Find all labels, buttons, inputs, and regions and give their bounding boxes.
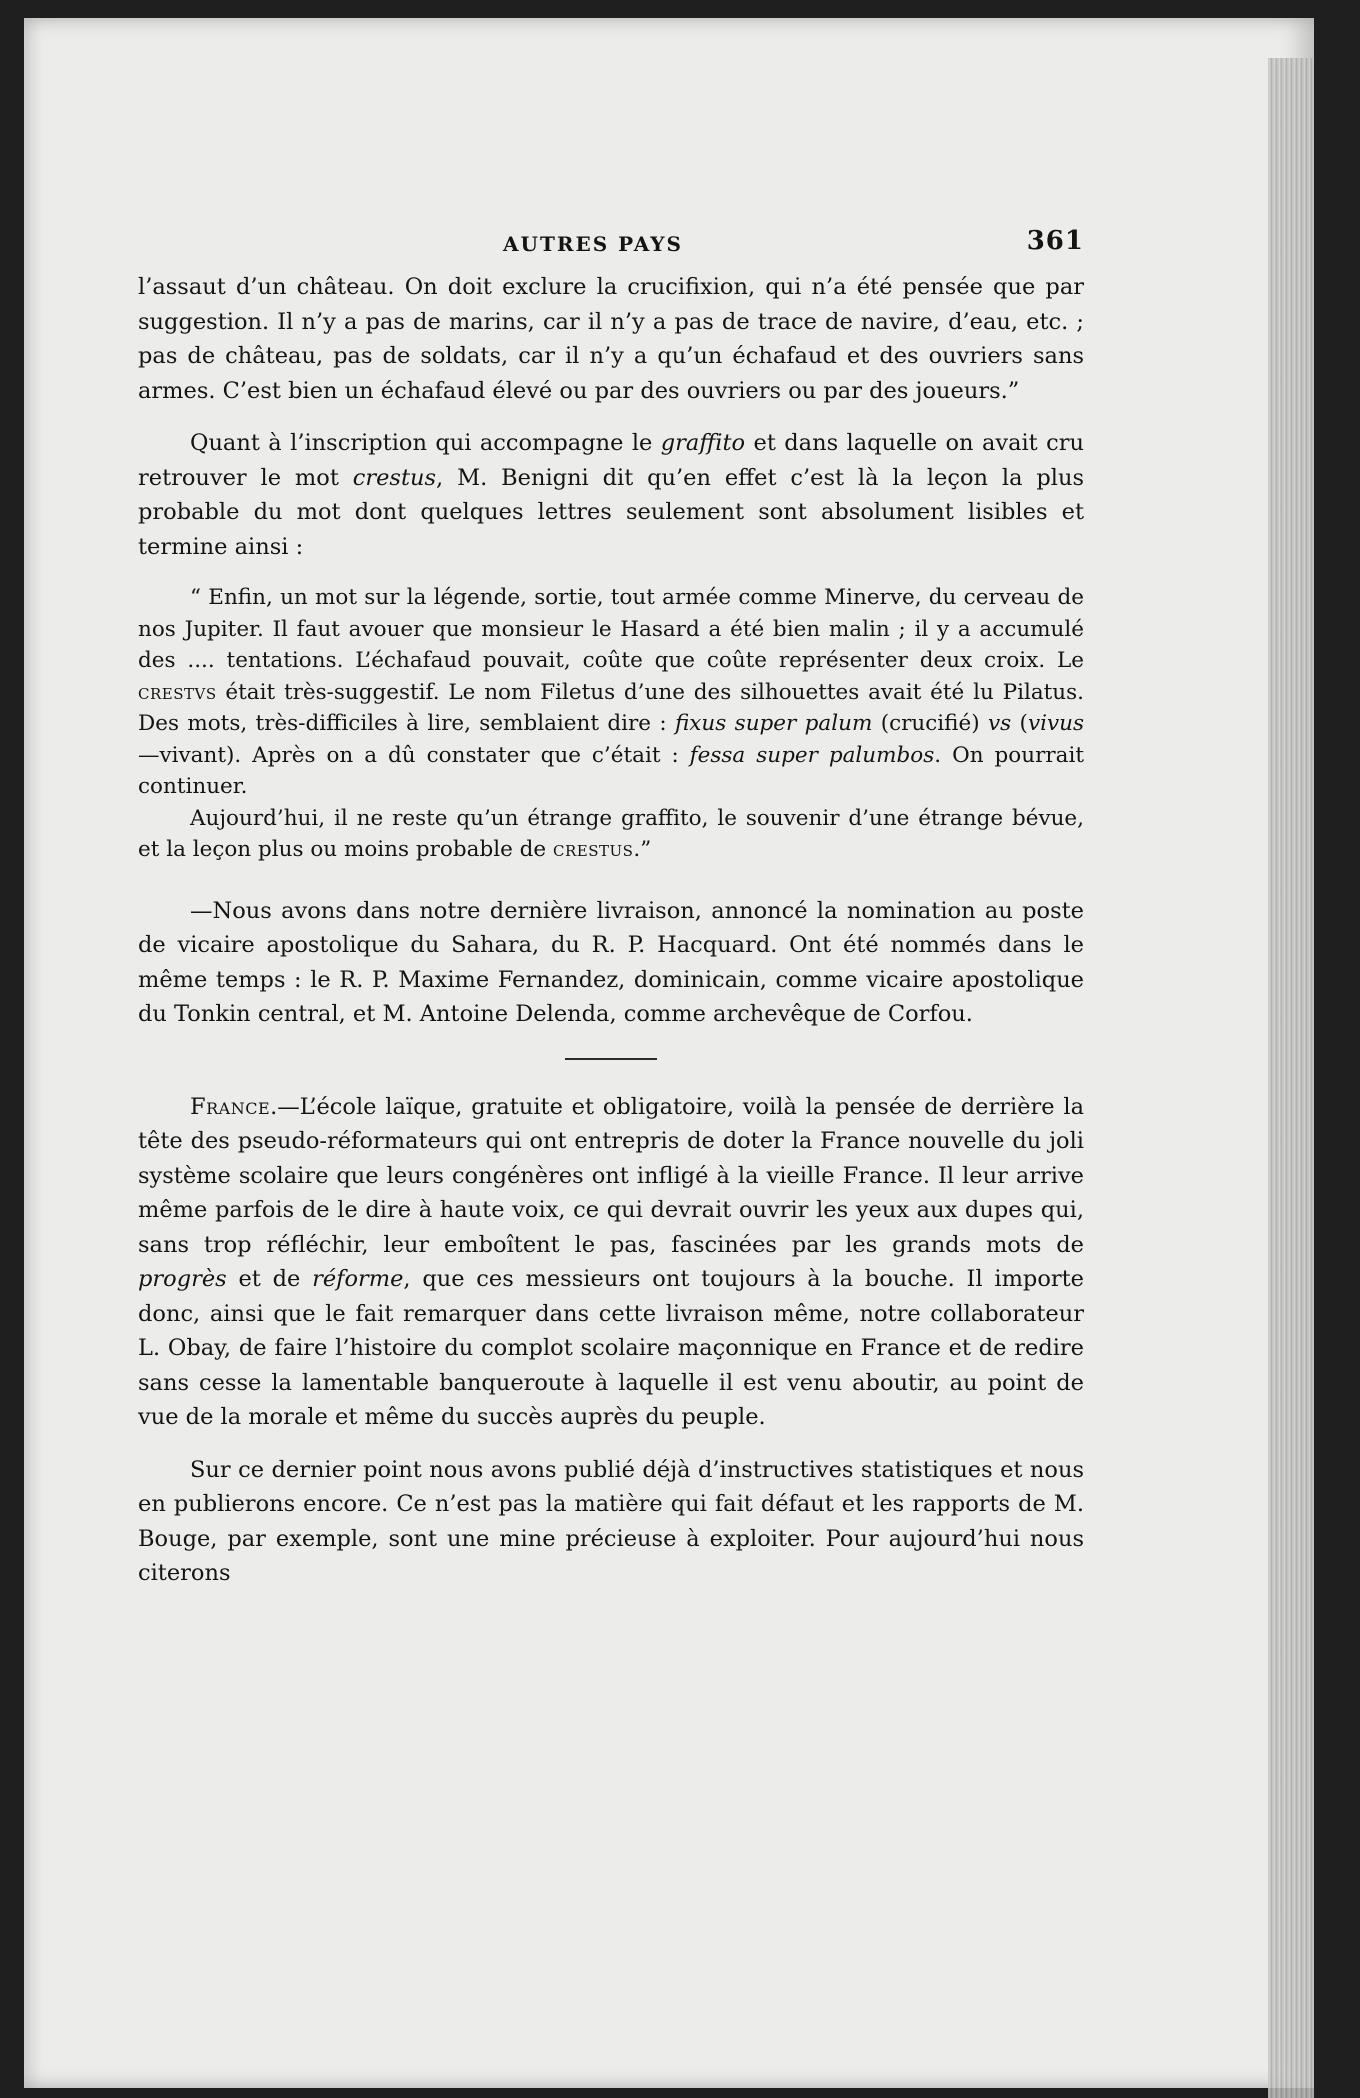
text-block <box>138 226 1084 1591</box>
quotation <box>138 582 1084 866</box>
quotation-paragraph-1: “ Enfin, un mot sur la légende, sortie, tout armée comme Minerve, du cerveau de nos Jupiter. Il faut avouer que monsieur le Hasard a été bien malin ; il y a accumulé des .... tentations. L’échafaud pouvait, coûte que coûte représenter deux croix. Le crestvs était très-suggestif. Le nom Filetus d’une des silhouettes avait été lu Pilatus. Des mots, très-difficiles à lire, semblaient dire : fixus super palum (crucifié) vs (vivus—vivant). Après on a dû constater que c’était : fessa super palumbos. On pourrait continuer. <box>138 585 1084 799</box>
paragraph-inscription: Quant à l’inscription qui accompagne le graffito et dans laquelle on avait cru retrouver le mot crestus, M. Benigni dit qu’en effet c’est là la leçon la plus probable du mot dont quelques lettres seulement sont absolument lisibles et termine ainsi : <box>138 430 1084 560</box>
paragraph-france: France.—L’école laïque, gratuite et obligatoire, voilà la pensée de derrière la tête des pseudo-réformateurs qui ont entrepris de doter la France nouvelle du joli système scolaire que leurs congénères ont infligé à la vieille France. Il leur arrive même parfois de le dire à haute voix, ce qui devrait ouvrir les yeux aux dupes qui, sans trop réfléchir, leur emboîtent le pas, fascinées par les grands mots de progrès et de réforme, que ces messieurs ont toujours à la bouche. Il importe donc, ainsi que le fait remarquer dans cette livraison même, notre collaborateur L. Obay, de faire l’histoire du complot scolaire maçonnique en France et de redire sans cesse la lamentable banqueroute à laquelle il est venu aboutir, au point de vue de la morale et même du succès auprès du peuple. <box>138 1093 1084 1430</box>
page-number: 361 <box>1026 226 1084 256</box>
page-edge-stack <box>1268 58 1314 2098</box>
running-title: AUTRES PAYS <box>503 232 683 256</box>
paragraph-continuation: l’assaut d’un château. On doit exclure la crucifixion, qui n’a été pensée que par suggestion. Il n’y a pas de marins, car il n’y a pas de trace de navire, d’eau, etc. ; pas de château, pas de soldats, car il n’y a qu’un échafaud et des ouvriers sans armes. C’est bien un échafaud élevé ou par des ouvriers ou par des joueurs.” <box>138 274 1084 404</box>
paragraph-statistics: Sur ce dernier point nous avons publié déjà d’instructives statistiques et nous en publierons encore. Ce n’est pas la matière qui fait défaut et les rapports de M. Bouge, par exemple, sont une mine précieuse à exploiter. Pour aujourd’hui nous citerons <box>138 1456 1084 1586</box>
quotation-paragraph-2: Aujourd’hui, il ne reste qu’un étrange graffito, le souvenir d’une étrange bévue, et la leçon plus ou moins probable de crestus.” <box>138 805 1084 862</box>
section-divider <box>565 1058 657 1060</box>
paragraph-nominations: —Nous avons dans notre dernière livraison, annoncé la nomination au poste de vicaire apostolique du Sahara, du R. P. Hacquard. Ont été nommés dans le même temps : le R. P. Maxime Fernandez, dominicain, comme vicaire apostolique du Tonkin central, et M. Antoine Delenda, comme archevêque de Corfou. <box>138 897 1084 1027</box>
page-header <box>138 226 1084 266</box>
